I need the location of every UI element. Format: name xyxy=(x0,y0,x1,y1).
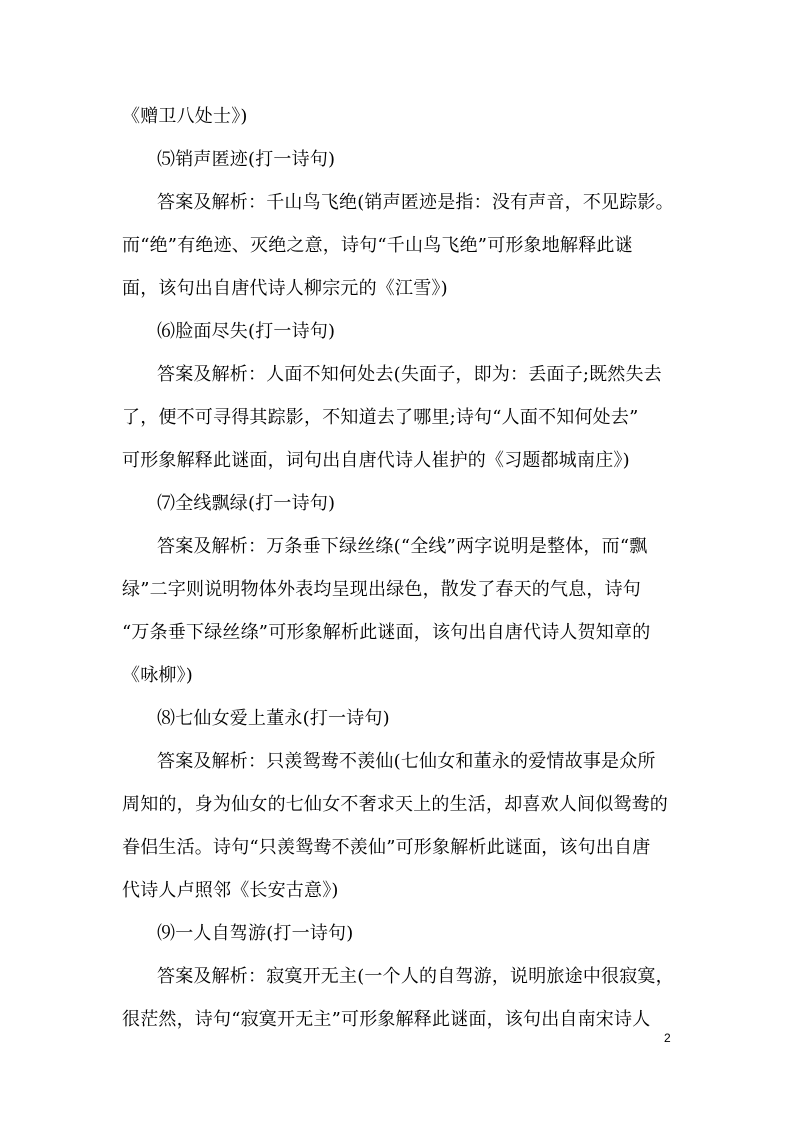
text-line: 面，该句出自唐代诗人柳宗元的《江雪》) xyxy=(122,278,448,299)
text-line: 《咏柳》) xyxy=(122,665,194,686)
text-line: 周知的，身为仙女的七仙女不奢求天上的生活，却喜欢人间似鸳鸯的 xyxy=(122,794,668,815)
text-line: 眷侣生活。诗句“只羡鸳鸯不羡仙”可形象解析此谜面，该句出自唐 xyxy=(122,837,651,858)
text-line: 代诗人卢照邻《长安古意》) xyxy=(122,880,339,901)
riddle-heading: ⑺全线飘绿(打一诗句) xyxy=(157,493,336,514)
riddle-heading: ⑻七仙女爱上董永(打一诗句) xyxy=(157,708,390,729)
text-line: 很茫然，诗句“寂寞开无主”可形象解释此谜面，该句出自南宋诗人 xyxy=(122,1009,651,1030)
answer-line: 答案及解析：只羡鸳鸯不羡仙(七仙女和董永的爱情故事是众所 xyxy=(157,751,656,772)
riddle-heading: ⑸销声匿迹(打一诗句) xyxy=(157,149,336,170)
riddle-heading: ⑼一人自驾游(打一诗句) xyxy=(157,923,354,944)
answer-line: 答案及解析：人面不知何处去(失面子，即为：丢面子;既然失去 xyxy=(157,364,662,385)
riddle-heading: ⑹脸面尽失(打一诗句) xyxy=(157,321,336,342)
text-line: 可形象解释此谜面，词句出自唐代诗人崔护的《习题都城南庄》) xyxy=(122,450,630,471)
answer-line: 答案及解析：寂寞开无主(一个人的自驾游，说明旅途中很寂寞， xyxy=(157,966,674,987)
text-line: 《赠卫八处士》) xyxy=(122,106,248,127)
answer-line: 答案及解析：万条垂下绿丝绦(“全线”两字说明是整体，而“飘 xyxy=(157,536,648,557)
text-line: “万条垂下绿丝绦”可形象解析此谜面，该句出自唐代诗人贺知章的 xyxy=(122,622,651,643)
page-number: 2 xyxy=(664,1031,671,1045)
answer-line: 答案及解析：千山鸟飞绝(销声匿迹是指：没有声音，不见踪影。 xyxy=(157,192,674,213)
text-line: 绿”二字则说明物体外表均呈现出绿色，散发了春天的气息，诗句 xyxy=(122,579,641,600)
text-line: 了，便不可寻得其踪影，不知道去了哪里;诗句“人面不知何处去” xyxy=(122,407,639,428)
text-line: 而“绝”有绝迹、灭绝之意，诗句“千山鸟飞绝”可形象地解释此谜 xyxy=(122,235,633,256)
